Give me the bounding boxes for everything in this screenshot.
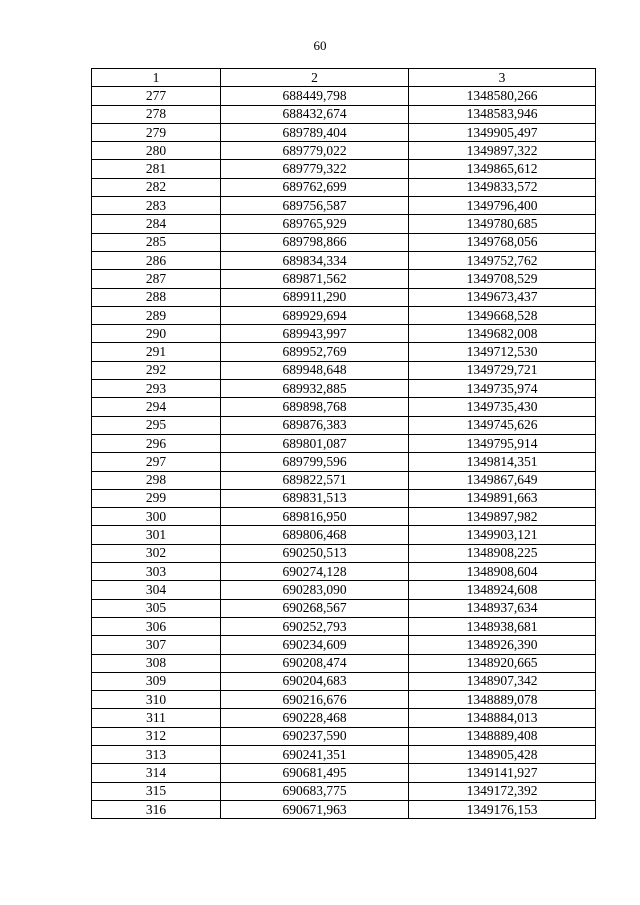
table-cell: 1349745,626 [409, 416, 596, 434]
coordinates-table [91, 68, 596, 819]
table-cell: 297 [92, 453, 221, 471]
table-cell: 305 [92, 599, 221, 617]
table-row [92, 270, 596, 288]
table-cell: 291 [92, 343, 221, 361]
table-cell: 296 [92, 434, 221, 452]
table-cell: 1348924,608 [409, 581, 596, 599]
table-cell: 1349796,400 [409, 197, 596, 215]
table-row [92, 672, 596, 690]
table-cell: 689822,571 [221, 471, 409, 489]
table-row [92, 617, 596, 635]
table-cell: 1349768,056 [409, 233, 596, 251]
table-cell: 1349141,927 [409, 764, 596, 782]
table-cell: 290 [92, 325, 221, 343]
table-row [92, 745, 596, 763]
table-cell: 1349172,392 [409, 782, 596, 800]
table-cell: 689789,404 [221, 123, 409, 141]
table-row [92, 197, 596, 215]
table-cell: 690283,090 [221, 581, 409, 599]
table-cell: 316 [92, 800, 221, 818]
table-cell: 306 [92, 617, 221, 635]
table-cell: 1349780,685 [409, 215, 596, 233]
table-cell: 1348908,225 [409, 544, 596, 562]
table-cell: 689911,290 [221, 288, 409, 306]
table-cell: 1349814,351 [409, 453, 596, 471]
table-row [92, 581, 596, 599]
table-cell: 689871,562 [221, 270, 409, 288]
table-cell: 690228,468 [221, 709, 409, 727]
table-cell: 315 [92, 782, 221, 800]
table-cell: 286 [92, 251, 221, 269]
table-cell: 307 [92, 636, 221, 654]
table-cell: 281 [92, 160, 221, 178]
table-row [92, 526, 596, 544]
table-row [92, 288, 596, 306]
table-row [92, 434, 596, 452]
table-cell: 1348907,342 [409, 672, 596, 690]
table-row [92, 233, 596, 251]
table-cell: 278 [92, 105, 221, 123]
table-cell: 690671,963 [221, 800, 409, 818]
table-cell: 293 [92, 380, 221, 398]
table-cell: 1348583,946 [409, 105, 596, 123]
table-row [92, 306, 596, 324]
table-cell: 1348580,266 [409, 87, 596, 105]
table-cell: 689765,929 [221, 215, 409, 233]
table-cell: 1349833,572 [409, 178, 596, 196]
table-cell: 303 [92, 563, 221, 581]
table-cell: 1349897,982 [409, 508, 596, 526]
column-header-1: 1 [92, 69, 221, 87]
table-row [92, 471, 596, 489]
table-cell: 690252,793 [221, 617, 409, 635]
table-cell: 1349865,612 [409, 160, 596, 178]
table-cell: 314 [92, 764, 221, 782]
table-cell: 1349735,430 [409, 398, 596, 416]
table-cell: 310 [92, 691, 221, 709]
table-cell: 689898,768 [221, 398, 409, 416]
table-cell: 1349897,322 [409, 142, 596, 160]
table-cell: 689834,334 [221, 251, 409, 269]
table-cell: 300 [92, 508, 221, 526]
table-row [92, 416, 596, 434]
table-row [92, 123, 596, 141]
table-row [92, 343, 596, 361]
table-cell: 304 [92, 581, 221, 599]
table-cell: 1349176,153 [409, 800, 596, 818]
table-cell: 689929,694 [221, 306, 409, 324]
table-header-row [92, 69, 596, 87]
table-cell: 690268,567 [221, 599, 409, 617]
table-cell: 689876,383 [221, 416, 409, 434]
table-row [92, 636, 596, 654]
table-cell: 690274,128 [221, 563, 409, 581]
table-row [92, 709, 596, 727]
table-cell: 1348937,634 [409, 599, 596, 617]
table-cell: 689952,769 [221, 343, 409, 361]
table-row [92, 325, 596, 343]
table-cell: 298 [92, 471, 221, 489]
table-cell: 690250,513 [221, 544, 409, 562]
table-cell: 283 [92, 197, 221, 215]
table-cell: 1349903,121 [409, 526, 596, 544]
table-cell: 302 [92, 544, 221, 562]
table-cell: 690208,474 [221, 654, 409, 672]
table-cell: 689779,322 [221, 160, 409, 178]
table-cell: 1348884,013 [409, 709, 596, 727]
table-cell: 1349682,008 [409, 325, 596, 343]
table-cell: 279 [92, 123, 221, 141]
table-cell: 294 [92, 398, 221, 416]
table-row [92, 654, 596, 672]
table-row [92, 563, 596, 581]
table-cell: 311 [92, 709, 221, 727]
table-cell: 689801,087 [221, 434, 409, 452]
table-row [92, 361, 596, 379]
table-cell: 689932,885 [221, 380, 409, 398]
table-cell: 689816,950 [221, 508, 409, 526]
table-cell: 313 [92, 745, 221, 763]
table-row [92, 215, 596, 233]
table-row [92, 800, 596, 818]
table-cell: 688432,674 [221, 105, 409, 123]
table-row [92, 453, 596, 471]
table-cell: 689943,997 [221, 325, 409, 343]
table-cell: 1349905,497 [409, 123, 596, 141]
table-row [92, 178, 596, 196]
table-cell: 312 [92, 727, 221, 745]
table-cell: 282 [92, 178, 221, 196]
table-cell: 689948,648 [221, 361, 409, 379]
table-cell: 689831,513 [221, 489, 409, 507]
column-header-2: 2 [221, 69, 409, 87]
table-cell: 688449,798 [221, 87, 409, 105]
table-cell: 1348908,604 [409, 563, 596, 581]
table-cell: 689762,699 [221, 178, 409, 196]
table-row [92, 87, 596, 105]
table-cell: 1348889,408 [409, 727, 596, 745]
table-cell: 1349735,974 [409, 380, 596, 398]
table-cell: 690681,495 [221, 764, 409, 782]
page-number: 60 [313, 38, 327, 53]
table-cell: 690683,775 [221, 782, 409, 800]
table-cell: 689798,866 [221, 233, 409, 251]
table-row [92, 727, 596, 745]
table-cell: 308 [92, 654, 221, 672]
table-cell: 689756,587 [221, 197, 409, 215]
table-cell: 1348905,428 [409, 745, 596, 763]
table-row [92, 142, 596, 160]
table-cell: 285 [92, 233, 221, 251]
table-cell: 690241,351 [221, 745, 409, 763]
table-cell: 690237,590 [221, 727, 409, 745]
table-cell: 1349708,529 [409, 270, 596, 288]
table-row [92, 398, 596, 416]
table-row [92, 782, 596, 800]
table-cell: 690204,683 [221, 672, 409, 690]
table-cell: 1349668,528 [409, 306, 596, 324]
table-cell: 1349752,762 [409, 251, 596, 269]
table-cell: 292 [92, 361, 221, 379]
table-cell: 1348920,665 [409, 654, 596, 672]
table-cell: 689806,468 [221, 526, 409, 544]
table-cell: 288 [92, 288, 221, 306]
table-cell: 284 [92, 215, 221, 233]
table-cell: 1349891,663 [409, 489, 596, 507]
table-row [92, 508, 596, 526]
table-row [92, 764, 596, 782]
table-cell: 690216,676 [221, 691, 409, 709]
table-cell: 301 [92, 526, 221, 544]
column-header-3: 3 [409, 69, 596, 87]
table-cell: 289 [92, 306, 221, 324]
table-cell: 1348938,681 [409, 617, 596, 635]
table-cell: 309 [92, 672, 221, 690]
table-cell: 689799,596 [221, 453, 409, 471]
table-row [92, 251, 596, 269]
table-cell: 277 [92, 87, 221, 105]
table-cell: 1349712,530 [409, 343, 596, 361]
table-cell: 295 [92, 416, 221, 434]
table-cell: 1348889,078 [409, 691, 596, 709]
table-row [92, 599, 596, 617]
table-cell: 690234,609 [221, 636, 409, 654]
table-body [92, 87, 596, 819]
table-cell: 1349795,914 [409, 434, 596, 452]
table-cell: 299 [92, 489, 221, 507]
table-row [92, 160, 596, 178]
table-row [92, 691, 596, 709]
table-cell: 287 [92, 270, 221, 288]
table-cell: 689779,022 [221, 142, 409, 160]
table-cell: 1349673,437 [409, 288, 596, 306]
table-row [92, 105, 596, 123]
table-cell: 1349729,721 [409, 361, 596, 379]
table-cell: 1348926,390 [409, 636, 596, 654]
table-row [92, 489, 596, 507]
table-cell: 1349867,649 [409, 471, 596, 489]
table-row [92, 544, 596, 562]
table-row [92, 380, 596, 398]
table-cell: 280 [92, 142, 221, 160]
